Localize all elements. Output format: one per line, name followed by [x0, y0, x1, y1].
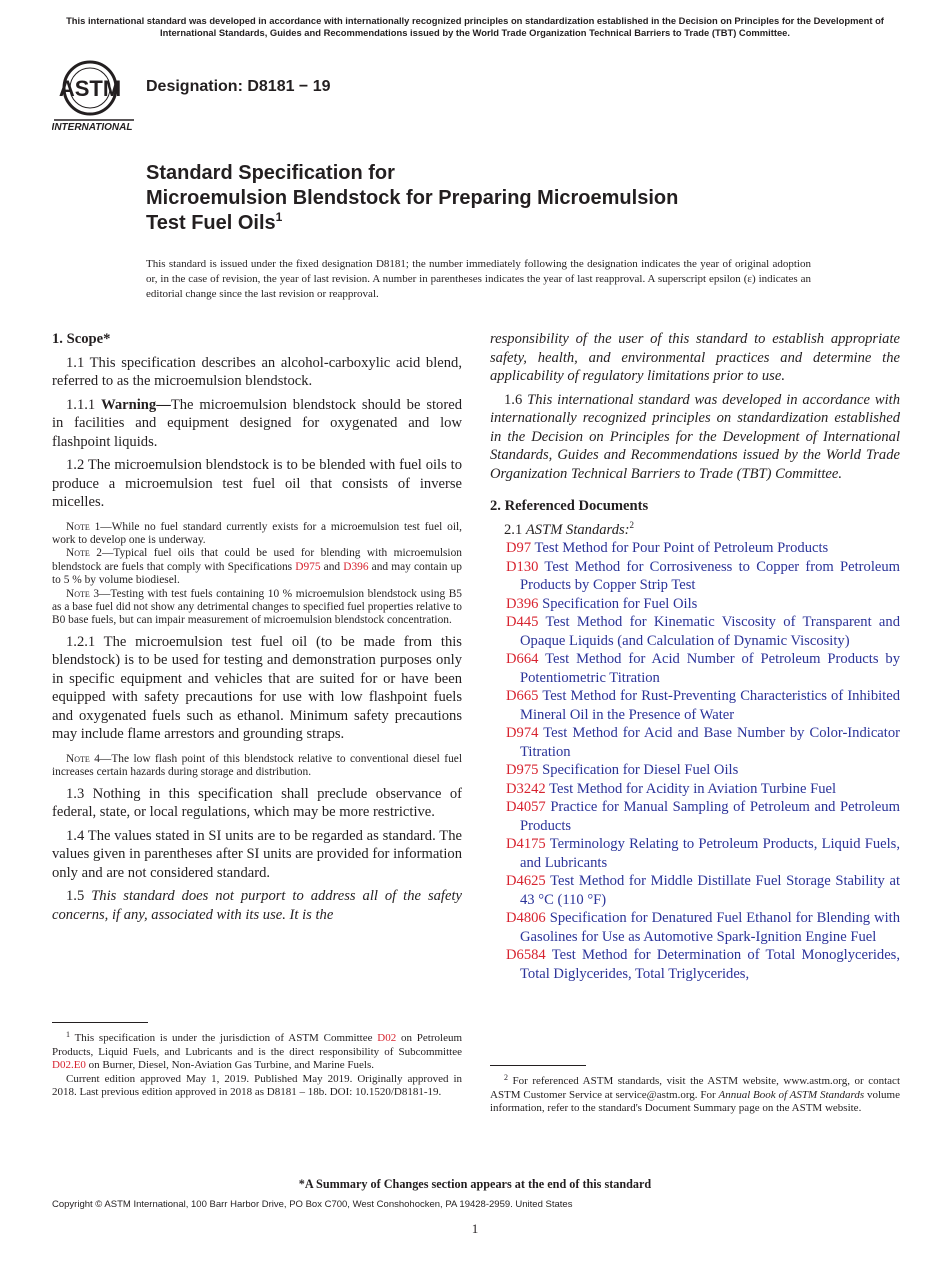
reference-code-link[interactable]: D4625 [506, 873, 546, 889]
para-1-1-1 [52, 396, 462, 452]
note-2-link-d975[interactable]: D975 [295, 560, 321, 573]
reference-title-link[interactable]: Specification for Fuel Oils [542, 595, 698, 612]
astm-standards-label: ASTM Standards: [525, 521, 630, 538]
note-1-text: 1—While no fuel standard currently exists for a microemulsion test fuel oil, work to develop one is underway. [52, 520, 462, 546]
warning-label: Warning— [101, 396, 171, 413]
para-1-4: 1.4 The values stated in SI units are to be regarded as standard. The values given in parentheses after SI units are provided for information only and are not considered standard. [52, 827, 462, 881]
astm-logo-mark [52, 58, 136, 134]
para-2-1 [490, 521, 900, 540]
reference-code-link[interactable]: D664 [506, 651, 539, 667]
para-1-5-text-left: This standard does not purport to address all of the safety concerns, if any, associated with its use. It is the [52, 888, 462, 923]
note-3-text: 3—Testing with test fuels containing 10 % microemulsion blendstock using B5 as a base fuel did not show any detrimental changes to specified fuel properties relative to B0 base fuels, but can impair measurement of microemulsion blendstock concentration. [52, 587, 462, 627]
reference-title-link[interactable]: Test Method for Acid and Base Number by Color-Indicator Titration [520, 725, 900, 760]
reference-title-link[interactable]: Test Method for Rust-Preventing Characteristics of Inhibited Mineral Oil in the Presence of Water [520, 688, 901, 723]
reference-code-link[interactable]: D665 [506, 688, 539, 704]
reference-item [490, 946, 900, 983]
reference-item [490, 687, 900, 724]
reference-code-link[interactable]: D97 [506, 540, 532, 556]
reference-code-link[interactable]: D974 [506, 725, 539, 741]
note-2 [52, 547, 462, 587]
reference-title-link[interactable]: Test Method for Acidity in Aviation Turbine Fuel [549, 780, 837, 797]
note-1 [52, 521, 462, 548]
reference-code-link[interactable]: D6584 [506, 947, 546, 963]
footnote-2-text [490, 1075, 900, 1116]
footnote-2 [490, 1075, 900, 1116]
reference-code-link[interactable]: D396 [506, 595, 539, 612]
note-3-label: Note [66, 587, 90, 600]
astm-logo [52, 58, 136, 134]
para-1-5-num: 1.5 [66, 888, 92, 905]
reference-code-link[interactable]: D975 [506, 762, 539, 778]
page-number: 1 [471, 1221, 479, 1236]
title-line-2: Microemulsion Blendstock for Preparing Microemulsion [146, 187, 679, 209]
footnote-2-text-b: volume information, refer to the standard's Document Summary page on the ASTM website. [490, 1088, 900, 1114]
committee-d02-link[interactable]: D02 [377, 1032, 397, 1044]
note-1-label: Note [66, 520, 90, 533]
note-2-label: Note [66, 547, 90, 560]
right-column [490, 330, 900, 983]
reference-title-link[interactable]: Specification for Denatured Fuel Ethanol for Blending with Gasolines for Use as Automotive Spark-Ignition Engine Fuel [520, 910, 900, 945]
para-1-6-text: This international standard was developed in accordance with internationally recognized principles on standardization established in the Decision on Principles for the Development of International Standards, Guides and Recommendations issued by the World Trade Organization Technical Barriers to Trade (TBT) Committee. [490, 391, 901, 482]
reference-item [490, 724, 900, 761]
reference-title-link[interactable]: Test Method for Middle Distillate Fuel Storage Stability at 43 °C (110 °F) [520, 873, 900, 908]
referenced-documents-list [490, 539, 900, 983]
logo-text: ASTM [58, 76, 122, 101]
title-line-3-text: Test Fuel Oils [146, 212, 276, 234]
reference-code-link[interactable]: D4057 [506, 799, 546, 815]
note-2-text-a: 2—Typical fuel oils that could be used for blending with microemulsion blendstock are fuels that comply with Specifications [52, 547, 462, 573]
section-2-heading: 2. Referenced Documents [490, 498, 649, 514]
reference-title-link[interactable]: Test Method for Corrosiveness to Copper from Petroleum Products by Copper Strip Test [520, 558, 900, 593]
note-4-label: Note [66, 752, 90, 765]
reference-item [490, 613, 900, 650]
title-line-3 [146, 211, 906, 236]
annual-book-title: Annual Book of ASTM Standards [718, 1088, 865, 1101]
footnote-1 [52, 1032, 462, 1100]
note-2-text-b: and [320, 560, 344, 573]
reference-title-link[interactable]: Test Method for Pour Point of Petroleum Products [534, 540, 829, 556]
note-2-text-c: and may contain up to 5 % by volume biodiesel. [52, 560, 462, 587]
summary-of-changes-notice: *A Summary of Changes section appears at the end of this standard [298, 1177, 652, 1191]
para-1-2-1: 1.2.1 The microemulsion test fuel oil (to be made from this blendstock) is to be used for testing and demonstration purposes only in specific equipment and vehicles that are suited for or have been equipped with safety precautions for use with low flashpoint fuels and oxygenated fuels such as ethanol. Minimum safety precautions may include flame arrestors and grounding straps. [52, 633, 462, 743]
reference-item [490, 909, 900, 946]
para-1-5-part-2: responsibility of the user of this standard to establish appropriate safety, health, and environmental practices and determine the applicability of regulatory limitations prior to use. [490, 331, 900, 384]
reference-code-link[interactable]: D4806 [506, 910, 546, 926]
note-4 [52, 753, 462, 780]
left-column [52, 330, 462, 924]
footnote-2-marker: 2 [629, 519, 635, 530]
subcommittee-d02-e0-link[interactable]: D02.E0 [52, 1059, 86, 1071]
reference-title-link[interactable]: Terminology Relating to Petroleum Products, Liquid Fuels, and Lubricants [520, 836, 901, 871]
footnote-1-text-b: on Petroleum Products, Liquid Fuels, and Lubricants and is the direct responsibility of Subcommittee [52, 1032, 463, 1058]
footnote-2-number: 2 [504, 1073, 508, 1082]
para-1-6 [490, 391, 900, 484]
reference-code-link[interactable]: D3242 [506, 780, 546, 797]
reference-item [490, 835, 900, 872]
para-1-6-num: 1.6 [504, 391, 528, 408]
tbt-notice: This international standard was developed in accordance with internationally recognized principles on standardization established in the Decision on Principles for the Development of International Standards, Guides and Recommendations issued by the World Trade Organization Technical Barriers to Trade (TBT) Committee. [66, 15, 884, 38]
section-1-heading: 1. Scope* [52, 331, 111, 347]
reference-item [490, 798, 900, 835]
para-1-1-1-num: 1.1.1 [66, 396, 102, 413]
title-footnote-marker: 1 [275, 210, 283, 224]
reference-item [490, 780, 900, 799]
document-title [146, 161, 906, 236]
para-1-1-1-text: The microemulsion blendstock should be stored in facilities and equipment designed for oxygenated and low flashpoint liquids. [52, 396, 462, 450]
footnote-rule-left [52, 1022, 148, 1023]
para-1-5-part-1 [52, 887, 462, 924]
reference-item [490, 650, 900, 687]
note-3 [52, 588, 462, 628]
reference-item [490, 761, 900, 780]
footnote-2-text-a: For referenced ASTM standards, visit the ASTM website, www.astm.org, or contact ASTM Customer Service at service@astm.org. For [490, 1075, 900, 1101]
footnote-1-jurisdiction [52, 1032, 462, 1073]
reference-item [490, 595, 900, 614]
footnote-1-edition: Current edition approved May 1, 2019. Published May 2019. Originally approved in 2018. Last previous edition approved in 2018 as D8181 – 18b. DOI: 10.1520/D8181-19. [52, 1072, 462, 1098]
note-4-text: 4—The low flash point of this blendstock relative to conventional diesel fuel increases certain hazards during storage and distribution. [52, 752, 462, 779]
reference-title-link[interactable]: Test Method for Kinematic Viscosity of Transparent and Opaque Liquids (and Calculation of Dynamic Viscosity) [520, 614, 901, 649]
note-2-link-d396[interactable]: D396 [343, 560, 369, 573]
logo-subtext: INTERNATIONAL [52, 122, 133, 133]
footnote-1-text-c: on Burner, Diesel, Non-Aviation Gas Turbine, and Marine Fuels. [85, 1059, 374, 1071]
issuance-statement: This standard is issued under the fixed designation D8181; the number immediately following the designation indicates the year of original adoption or, in the case of revision, the year of last revision. A number in parentheses indicates the year of last reapproval. A superscript epsilon (ε) indicates an editorial change since the last revision or reapproval. [146, 258, 811, 300]
title-line-1: Standard Specification for [146, 162, 395, 184]
reference-title-link[interactable]: Test Method for Determination of Total Monoglycerides, Total Diglycerides, Total Triglycerides, [520, 947, 900, 982]
para-1-2: 1.2 The microemulsion blendstock is to be blended with fuel oils to produce a microemulsion test fuel oil that consists of inverse micelles. [52, 457, 462, 510]
para-1-3: 1.3 Nothing in this specification shall preclude observance of federal, state, or local regulations, which may be more restrictive. [52, 785, 462, 821]
reference-item [490, 539, 900, 558]
para-1-1: 1.1 This specification describes an alcohol-carboxylic acid blend, referred to as the microemulsion blendstock. [52, 354, 462, 389]
reference-code-link[interactable]: D4175 [506, 836, 546, 852]
reference-code-link[interactable]: D445 [506, 614, 539, 630]
reference-title-link[interactable]: Test Method for Acid Number of Petroleum Products by Potentiometric Titration [520, 651, 900, 686]
reference-code-link[interactable]: D130 [506, 558, 539, 575]
designation: Designation: D8181 − 19 [146, 78, 331, 95]
footnote-1-text-a: This specification is under the jurisdiction of ASTM Committee [70, 1032, 378, 1044]
footnote-rule-right [490, 1065, 586, 1066]
reference-item [490, 558, 900, 595]
para-2-1-num: 2.1 [504, 521, 526, 538]
reference-title-link[interactable]: Practice for Manual Sampling of Petroleum and Petroleum Products [520, 799, 900, 834]
copyright-line: Copyright © ASTM International, 100 Barr Harbor Drive, PO Box C700, West Conshohocken, PA 19428-2959. United States [52, 1199, 573, 1210]
footnote-1-number: 1 [66, 1030, 70, 1039]
reference-item [490, 872, 900, 909]
reference-title-link[interactable]: Specification for Diesel Fuel Oils [542, 762, 739, 778]
